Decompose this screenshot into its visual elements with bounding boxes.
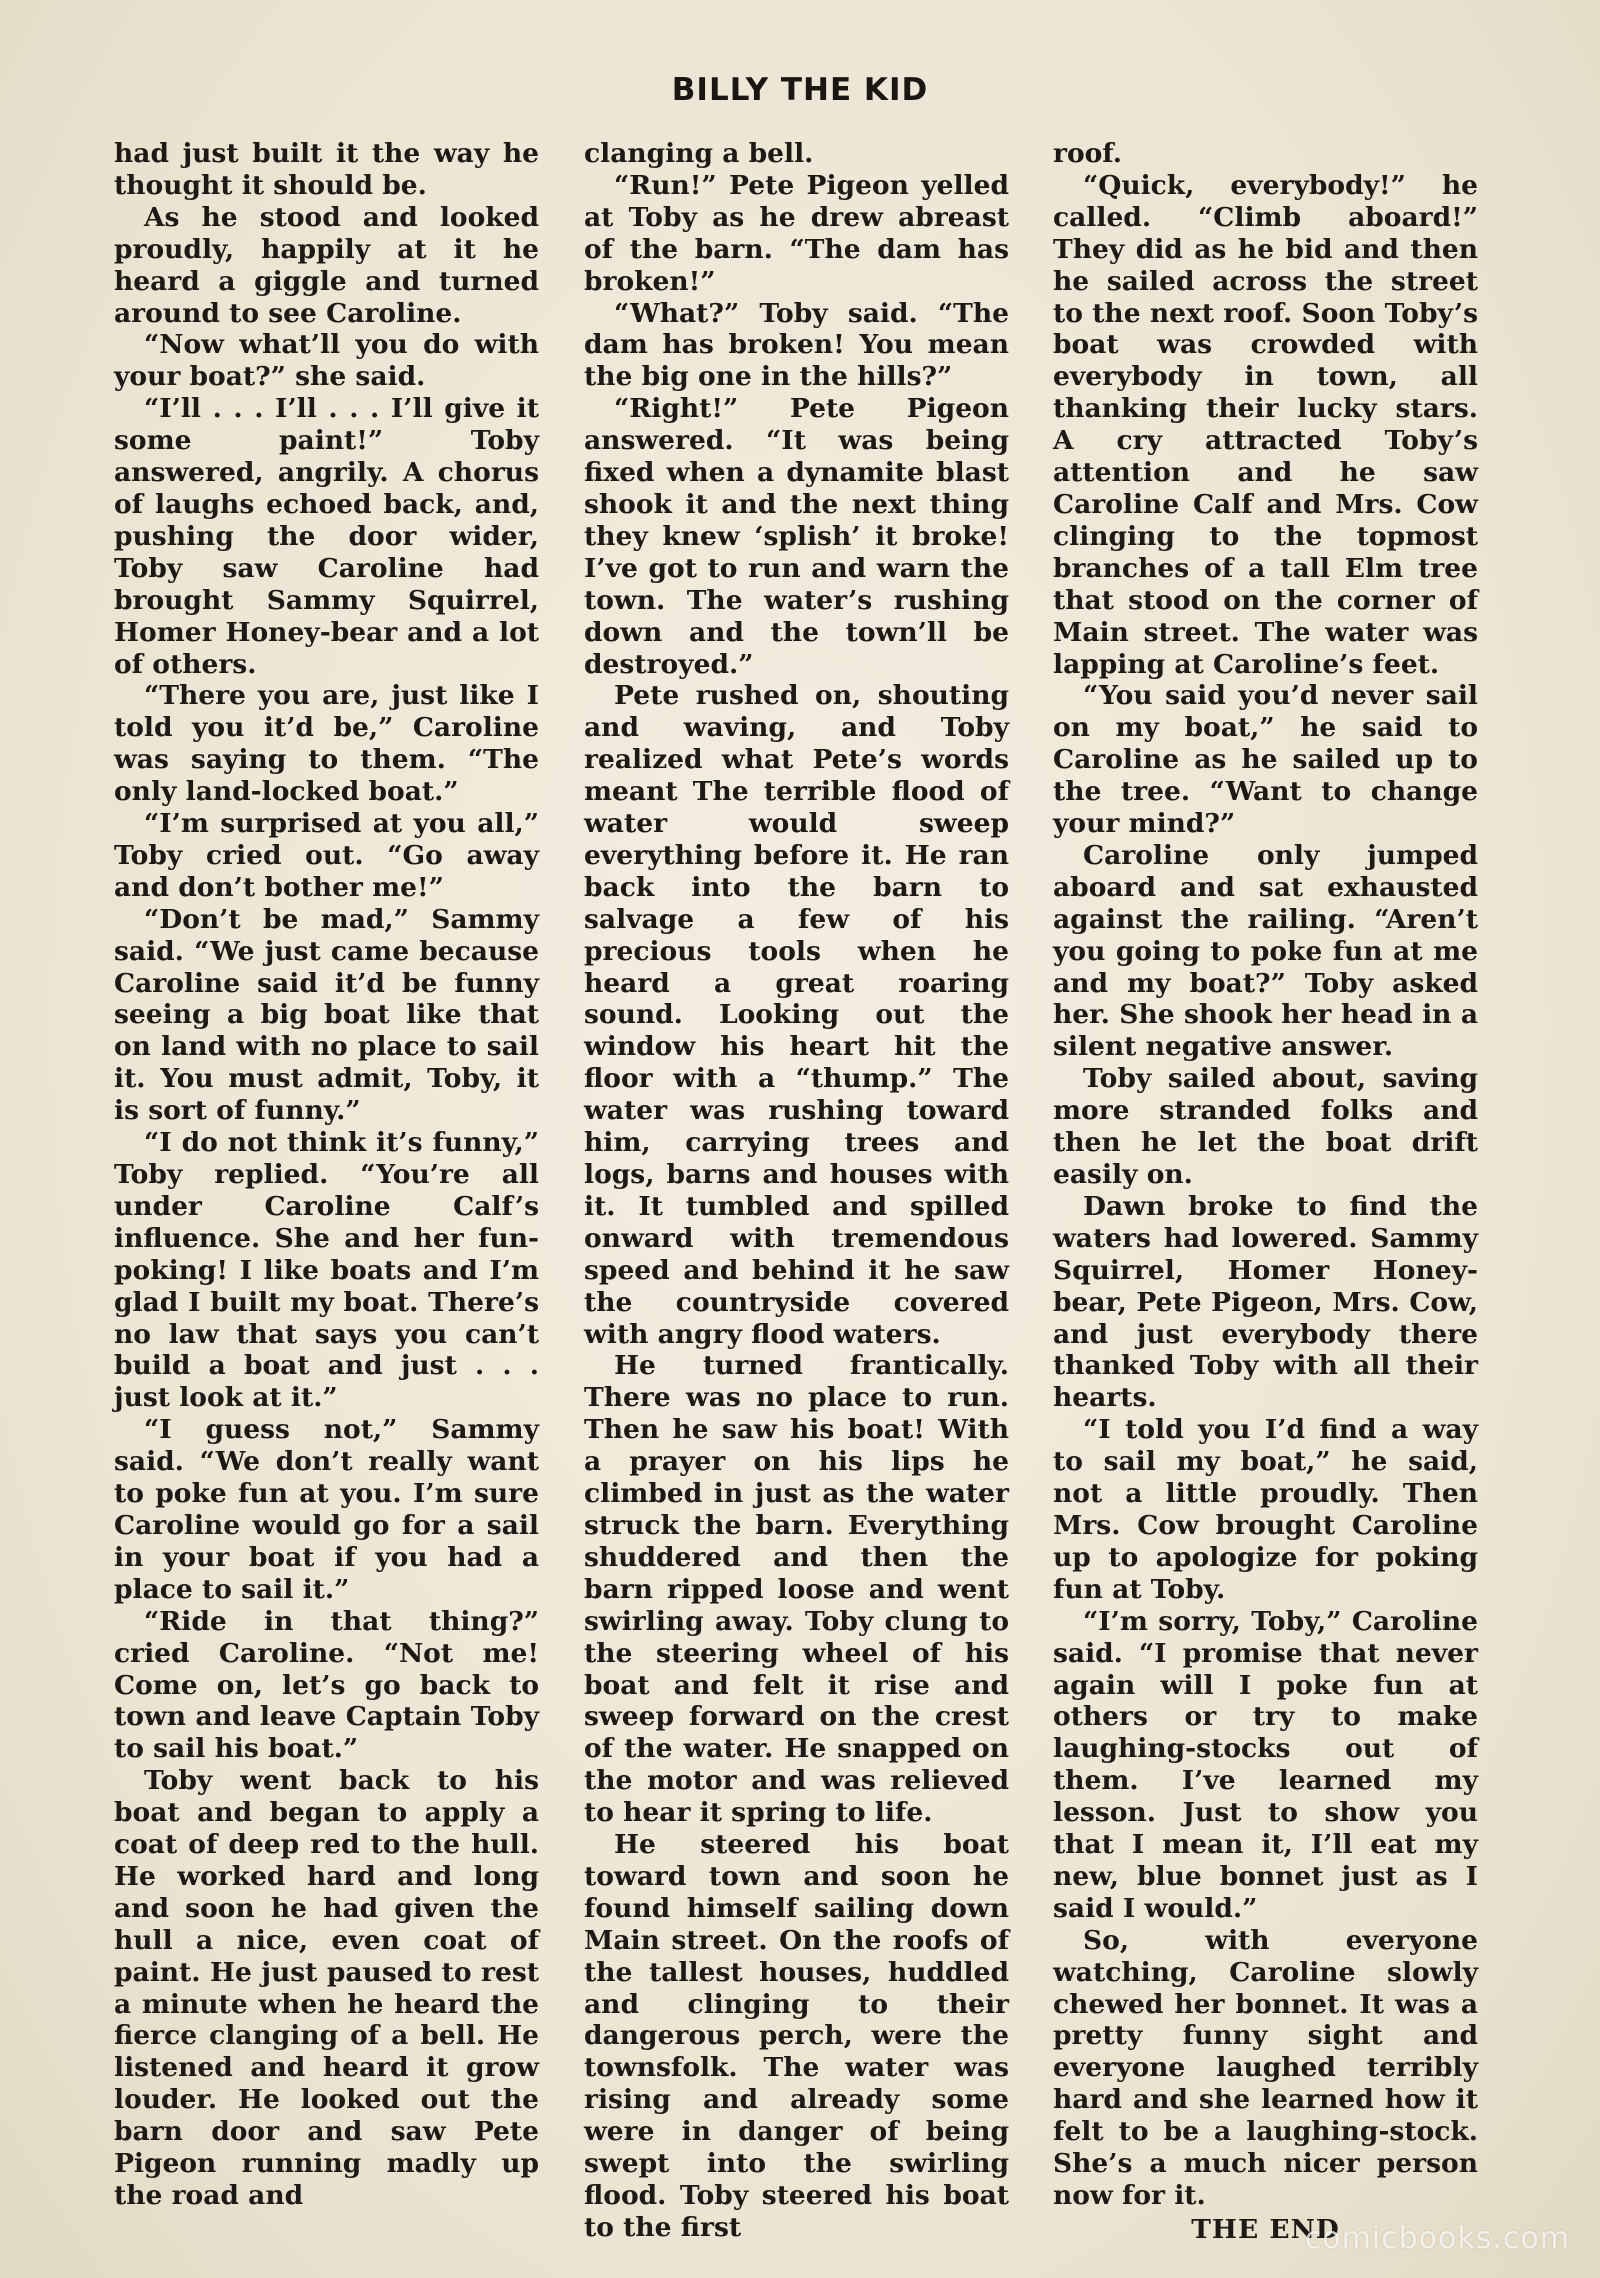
paragraph: “Run!” Pete Pigeon yelled at Toby as he drew abreast of the barn. “The dam has broken!” bbox=[584, 169, 1009, 297]
paragraph: “What?” Toby said. “The dam has broken! You mean the big one in the hills?” bbox=[584, 297, 1009, 393]
paragraph: “I do not think it’s funny,” Toby replied. “You’re all under Caroline Calf’s influence. She and her fun-poking! I like boats and I’m glad I built my boat. There’s no law that says you can’t build a boat and just . . . just look at it.” bbox=[114, 1127, 539, 1414]
paragraph: “Quick, everybody!” he called. “Climb aboard!” They did as he bid and then he sailed across the street to the next roof. Soon Toby’s boat was crowded with everybody in town, all thanking their lucky stars. A cry attracted Toby’s attention and he saw Caroline Calf and Mrs. Cow clinging to the topmost branches of a tall Elm tree that stood on the corner of Main street. The water was lapping at Caroline’s feet. bbox=[1053, 169, 1478, 680]
paragraph: He turned frantically. There was no place to run. Then he saw his boat! With a prayer on his lips he climbed in just as the water struck the barn. Everything shuddered and then the barn ripped loose and went swirling away. Toby clung to the steering wheel of his boat and felt it rise and sweep forward on the crest of the water. He snapped on the motor and was relieved to hear it spring to life. bbox=[584, 1350, 1009, 1829]
page-header: BILLY THE KID bbox=[671, 72, 929, 108]
paragraph: “Ride in that thing?” cried Caroline. “Not me! Come on, let’s go back to town and leave Captain Toby to sail his boat.” bbox=[114, 1605, 539, 1765]
paragraph: roof. bbox=[1053, 138, 1122, 169]
paragraph: As he stood and looked proudly, happily at it he heard a giggle and turned around to see Caroline. bbox=[114, 201, 539, 329]
paragraph: clanging a bell. bbox=[584, 138, 814, 169]
paragraph: “I’m sorry, Toby,” Caroline said. “I promise that never again will I poke fun at others or try to make laughing-stocks out of them. I’ve learned my lesson. Just to show you that I mean it, I’ll eat my new, blue bonnet just as I said I would.” bbox=[1053, 1605, 1478, 1924]
paragraph: Pete rushed on, shouting and waving, and Toby realized what Pete’s words meant The terrible flood of water would sweep everything before it. He ran back into the barn to salvage a few of his precious tools when he heard a great roaring sound. Looking out the window his heart hit the floor with a “thump.” The water was rushing toward him, carrying trees and logs, barns and houses with it. It tumbled and spilled onward with tremendous speed and behind it he saw the countryside covered with angry flood waters. bbox=[584, 680, 1009, 1350]
text-column-3 bbox=[1053, 138, 1478, 2246]
paragraph: Caroline only jumped aboard and sat exhausted against the railing. “Aren’t you going to poke fun at me and my boat?” Toby asked her. She shook her head in a silent negative answer. bbox=[1053, 839, 1478, 1063]
text-column-2 bbox=[584, 138, 1009, 2244]
paragraph: “I’ll . . . I’ll . . . I’ll give it some paint!” Toby answered, angrily. A chorus of laughs echoed back, and, pushing the door wider, Toby saw Caroline had brought Sammy Squirrel, Homer Honey-bear and a lot of others. bbox=[114, 393, 539, 680]
paragraph: Toby went back to his boat and began to apply a coat of deep red to the hull. He worked hard and long and soon he had given the hull a nice, even coat of paint. He just paused to rest a minute when he heard the fierce clanging of a bell. He listened and heard it grow louder. He looked out the barn door and saw Pete Pigeon running madly up the road and bbox=[114, 1765, 539, 2211]
paragraph: He steered his boat toward town and soon he found himself sailing down Main street. On the roofs of the tallest houses, huddled and clinging to their dangerous perch, were the townsfolk. The water was rising and already some were in danger of being swept into the swirling flood. Toby steered his boat to the first bbox=[584, 1829, 1009, 2243]
paragraph: So, with everyone watching, Caroline slowly chewed her bonnet. It was a pretty funny sight and everyone laughed terribly hard and she learned how it felt to be a laughing-stock. She’s a much nicer person now for it. bbox=[1053, 1924, 1478, 2211]
paragraph: “There you are, just like I told you it’d be,” Caroline was saying to them. “The only land-locked boat.” bbox=[114, 680, 539, 808]
paragraph: Toby sailed about, saving more stranded folks and then he let the boat drift easily on. bbox=[1053, 1063, 1478, 1190]
paragraph: “I told you I’d find a way to sail my boat,” he said, not a little proudly. Then Mrs. Cow brought Caroline up to apologize for poking fun at Toby. bbox=[1053, 1414, 1478, 1605]
watermark: comicbooks.com bbox=[1304, 2221, 1570, 2256]
paragraph: “You said you’d never sail on my boat,” he said to Caroline as he sailed up to the tree. “Want to change your mind?” bbox=[1053, 680, 1478, 840]
paragraph: “Right!” Pete Pigeon answered. “It was being fixed when a dynamite blast shook it and the next thing they knew ‘splish’ it broke! I’ve got to run and warn the town. The water’s rushing down and the town’ll be destroyed.” bbox=[584, 393, 1009, 680]
paragraph: “Don’t be mad,” Sammy said. “We just came because Caroline said it’d be funny seeing a big boat like that on land with no place to sail it. You must admit, Toby, it is sort of funny.” bbox=[114, 903, 539, 1127]
paragraph: Dawn broke to find the waters had lowered. Sammy Squirrel, Homer Honey-bear, Pete Pigeon, Mrs. Cow, and just everybody there thanked Toby with all their hearts. bbox=[1053, 1190, 1478, 1414]
story-end-label: THE END bbox=[1191, 2213, 1340, 2245]
paragraph: had just built it the way he thought it should be. bbox=[114, 138, 539, 201]
paragraph: “I’m surprised at you all,” Toby cried out. “Go away and don’t bother me!” bbox=[114, 808, 539, 903]
paragraph: “I guess not,” Sammy said. “We don’t really want to poke fun at you. I’m sure Caroline would go for a sail in your boat if you had a place to sail it.” bbox=[114, 1414, 539, 1605]
paragraph: “Now what’ll you do with your boat?” she said. bbox=[114, 329, 539, 393]
text-column-1 bbox=[114, 138, 539, 2212]
